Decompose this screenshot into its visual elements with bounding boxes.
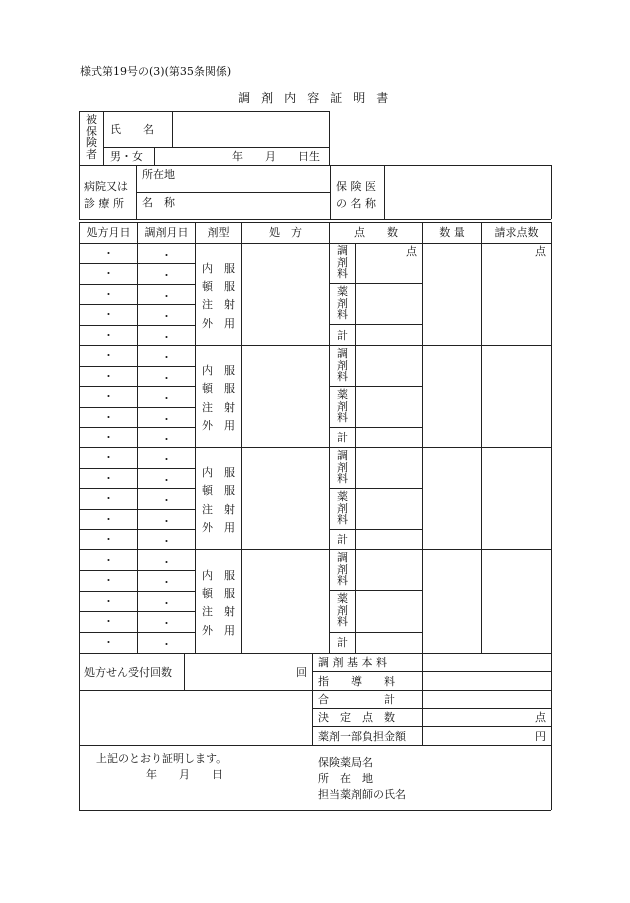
dosage-injection: 注 射 xyxy=(202,605,235,618)
date-dot: ・ xyxy=(103,615,114,628)
date-dot: ・ xyxy=(103,554,114,567)
date-dot: ・ xyxy=(161,535,172,548)
date-dot: ・ xyxy=(103,329,114,342)
date-dot: ・ xyxy=(161,617,172,630)
dosage-external: 外 用 xyxy=(202,419,235,432)
drug-fee-label: 薬 剤 料 xyxy=(337,388,348,425)
decided-points-unit: 点 xyxy=(535,711,546,724)
hospital-label-1: 病院又は xyxy=(84,180,128,193)
points-unit: 点 xyxy=(406,245,417,258)
date-dot: ・ xyxy=(161,392,172,405)
date-dot: ・ xyxy=(103,533,114,546)
date-dot: ・ xyxy=(103,513,114,526)
document-title: 調 剤 内 容 証 明 書 xyxy=(238,91,392,105)
total-label: 合 計 xyxy=(318,693,395,706)
sex-label: 男・女 xyxy=(110,150,143,163)
dosage-oral: 内 服 xyxy=(202,466,235,479)
date-dot: ・ xyxy=(103,411,114,424)
date-dot: ・ xyxy=(161,597,172,610)
drug-fee-label: 薬 剤 料 xyxy=(337,592,348,629)
date-dot: ・ xyxy=(161,576,172,589)
subtotal-label: 計 xyxy=(337,533,348,546)
dosage-asneeded: 頓 服 xyxy=(202,382,235,395)
drug-fee-label: 薬 剤 料 xyxy=(337,285,348,322)
hospital-name-label: 名 称 xyxy=(142,196,175,209)
date-dot: ・ xyxy=(161,474,172,487)
dispensing-fee-label: 調 剤 料 xyxy=(337,244,348,281)
date-dot: ・ xyxy=(103,288,114,301)
date-dot: ・ xyxy=(161,310,172,323)
drug-fee-label: 薬 剤 料 xyxy=(337,490,348,527)
copay-amount-unit: 円 xyxy=(535,730,546,743)
dosage-oral: 内 服 xyxy=(202,262,235,275)
name-label: 氏 名 xyxy=(110,123,154,136)
date-dot: ・ xyxy=(103,451,114,464)
date-dot: ・ xyxy=(103,636,114,649)
dosage-injection: 注 射 xyxy=(202,503,235,516)
decided-points-label: 決 定 点 数 xyxy=(318,711,395,724)
date-dot: ・ xyxy=(103,308,114,321)
date-dot: ・ xyxy=(161,269,172,282)
hospital-label-2: 診 療 所 xyxy=(84,197,124,210)
date-dot: ・ xyxy=(161,453,172,466)
date-dot: ・ xyxy=(161,433,172,446)
doctor-label-2: の 名 称 xyxy=(336,197,376,210)
date-dot: ・ xyxy=(103,431,114,444)
subtotal-label: 計 xyxy=(337,431,348,444)
certification-statement: 上記のとおり証明します。 xyxy=(96,752,228,765)
guidance-fee-label: 指 導 料 xyxy=(318,675,395,688)
receipt-count-label: 処方せん受付回数 xyxy=(84,666,172,679)
dosage-asneeded: 頓 服 xyxy=(202,280,235,293)
date-dot: ・ xyxy=(103,492,114,505)
header-quantity: 数 量 xyxy=(439,226,465,239)
date-dot: ・ xyxy=(161,290,172,303)
subtotal-label: 計 xyxy=(337,636,348,649)
dosage-oral: 内 服 xyxy=(202,364,235,377)
claim-points-unit: 点 xyxy=(535,245,546,258)
receipt-count-unit: 回 xyxy=(296,666,307,679)
certification-date: 年 月 日 xyxy=(146,768,223,781)
date-dot: ・ xyxy=(103,247,114,260)
pharmacy-location-label: 所 在 地 xyxy=(318,772,373,785)
date-dot: ・ xyxy=(103,472,114,485)
insured-vertical-label: 被 保 険 者 xyxy=(86,113,97,161)
dosage-external: 外 用 xyxy=(202,521,235,534)
dosage-injection: 注 射 xyxy=(202,298,235,311)
dosage-asneeded: 頓 服 xyxy=(202,484,235,497)
header-prescription: 処 方 xyxy=(269,226,302,239)
date-dot: ・ xyxy=(161,515,172,528)
date-dot: ・ xyxy=(161,556,172,569)
dispensing-fee-label: 調 剤 料 xyxy=(337,551,348,588)
dosage-oral: 内 服 xyxy=(202,569,235,582)
header-points: 点 数 xyxy=(354,226,398,239)
subtotal-label: 計 xyxy=(337,329,348,342)
dispensing-fee-label: 調 剤 料 xyxy=(337,347,348,384)
copay-amount-label: 薬剤一部負担金額 xyxy=(318,730,406,743)
pharmacy-name-label: 保険薬局名 xyxy=(318,756,373,769)
basic-dispensing-fee-label: 調 剤 基 本 料 xyxy=(318,656,387,669)
date-dot: ・ xyxy=(103,574,114,587)
date-dot: ・ xyxy=(161,331,172,344)
date-dot: ・ xyxy=(103,595,114,608)
date-dot: ・ xyxy=(161,351,172,364)
doctor-label-1: 保 険 医 xyxy=(336,180,376,193)
date-dot: ・ xyxy=(103,267,114,280)
name-field[interactable] xyxy=(173,112,328,146)
dosage-external: 外 用 xyxy=(202,317,235,330)
date-dot: ・ xyxy=(161,249,172,262)
dosage-external: 外 用 xyxy=(202,624,235,637)
form-number-label: 様式第19号の(3)(第35条関係) xyxy=(80,65,232,78)
header-claim-points: 請求点数 xyxy=(494,226,539,239)
hospital-address-label: 所在地 xyxy=(142,168,175,181)
date-dot: ・ xyxy=(161,372,172,385)
dispensing-fee-label: 調 剤 料 xyxy=(337,449,348,486)
date-dot: ・ xyxy=(161,638,172,651)
date-dot: ・ xyxy=(103,349,114,362)
date-dot: ・ xyxy=(103,390,114,403)
date-dot: ・ xyxy=(103,370,114,383)
header-dosage-form: 剤型 xyxy=(207,226,230,239)
header-dispensing-date: 調剤月日 xyxy=(144,226,189,239)
dosage-asneeded: 頓 服 xyxy=(202,587,235,600)
header-prescription-date: 処方月日 xyxy=(86,226,131,239)
pharmacist-name-label: 担当薬剤師の氏名 xyxy=(318,788,406,801)
dosage-injection: 注 射 xyxy=(202,401,235,414)
birth-date-label: 年 月 日生 xyxy=(232,150,320,163)
date-dot: ・ xyxy=(161,494,172,507)
date-dot: ・ xyxy=(161,413,172,426)
